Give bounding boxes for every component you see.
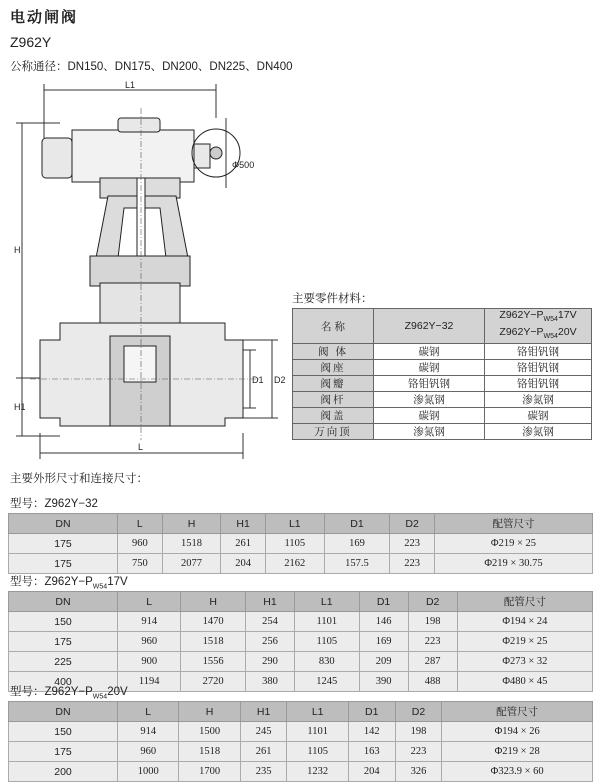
materials-header-name: 名 称 xyxy=(293,309,374,344)
dimensions-header-cell: H xyxy=(179,702,240,722)
materials-row xyxy=(293,344,592,360)
dimensions-header-cell: L1 xyxy=(295,592,360,612)
dimensions-header-cell: L xyxy=(118,514,163,534)
dimension-cell: 223 xyxy=(395,742,442,762)
dimension-cell: 1101 xyxy=(287,722,348,742)
dimension-cell: 914 xyxy=(118,722,179,742)
dimensions-header-cell: DN xyxy=(9,514,118,534)
dimension-cell: 223 xyxy=(408,632,457,652)
material-value: 铬钼钒钢 xyxy=(374,376,485,392)
dimensions-table xyxy=(8,513,593,574)
dimensions-header-cell: H1 xyxy=(221,514,266,534)
dimension-cell: Φ219 × 25 xyxy=(434,534,592,554)
dimension-cell: 914 xyxy=(118,612,181,632)
type-label-a: 型号：Z962Y−P xyxy=(10,576,93,588)
type-label-b: 20V xyxy=(107,686,128,698)
table-row xyxy=(9,762,593,782)
dimension-cell: 1556 xyxy=(181,652,246,672)
label-D2: D2 xyxy=(274,375,286,385)
label-H1: H1 xyxy=(14,402,26,412)
materials-row xyxy=(293,392,592,408)
dimensions-header-cell: L1 xyxy=(287,702,348,722)
dimensions-header-cell: H xyxy=(181,592,246,612)
dimension-cell: 146 xyxy=(359,612,408,632)
dimension-cell: 261 xyxy=(221,534,266,554)
dimension-cell: 235 xyxy=(240,762,287,782)
hdr-l2b: W54 xyxy=(543,333,558,341)
table-row xyxy=(9,554,593,574)
dimension-cell: 326 xyxy=(395,762,442,782)
dimensions-header-cell: 配管尺寸 xyxy=(434,514,592,534)
dimensions-header-cell: DN xyxy=(9,592,118,612)
material-value: 碳钢 xyxy=(374,360,485,376)
materials-row xyxy=(293,376,592,392)
type-label: 型号：$Z962Y-P_{W54}17V$ xyxy=(10,576,128,591)
material-part-name: 万向顶 xyxy=(293,424,374,440)
dimension-cell: 1518 xyxy=(181,632,246,652)
material-value: 碳钢 xyxy=(374,344,485,360)
dimension-cell: 400 xyxy=(9,672,118,692)
label-L: L xyxy=(138,442,144,452)
hdr-l2c: 20V xyxy=(557,326,577,339)
dimension-cell: 163 xyxy=(348,742,395,762)
dimensions-header-cell: DN xyxy=(9,702,118,722)
dimension-cell: 261 xyxy=(240,742,287,762)
hdr-l2a: Z962Y−P xyxy=(499,326,544,339)
materials-header-pw54 xyxy=(485,309,592,344)
label-D1: D1 xyxy=(252,375,264,385)
dimension-cell: 390 xyxy=(359,672,408,692)
dimension-cell: 1470 xyxy=(181,612,246,632)
dimension-cell: 1700 xyxy=(179,762,240,782)
dimension-cell: Φ480 × 45 xyxy=(457,672,592,692)
dimension-cell: 1232 xyxy=(287,762,348,782)
dimension-cell: 223 xyxy=(390,534,435,554)
dimension-cell: 200 xyxy=(9,762,118,782)
material-value: 渗氮钢 xyxy=(485,424,592,440)
dimensions-header-row xyxy=(9,702,593,722)
dimensions-header-cell: H1 xyxy=(240,702,287,722)
dimension-cell: 830 xyxy=(295,652,360,672)
dimension-cell: 157.5 xyxy=(324,554,390,574)
dimension-cell: 142 xyxy=(348,722,395,742)
material-value: 铬钼钒钢 xyxy=(485,376,592,392)
dimension-cell: 380 xyxy=(245,672,294,692)
dimension-cell: Φ219 × 28 xyxy=(442,742,593,762)
dimensions-header-row xyxy=(9,514,593,534)
materials-row xyxy=(293,424,592,440)
dimension-cell: Φ219 × 30.75 xyxy=(434,554,592,574)
dimension-cell: 150 xyxy=(9,722,118,742)
dimension-cell: 245 xyxy=(240,722,287,742)
hdr-l1b: W54 xyxy=(543,316,558,324)
dimension-cell: 750 xyxy=(118,554,163,574)
page-title: 电动闸阀 xyxy=(10,9,79,26)
dimension-cell: Φ273 × 32 xyxy=(457,652,592,672)
valve-drawing xyxy=(0,78,290,463)
material-part-name: 阀 体 xyxy=(293,344,374,360)
dimension-cell: 290 xyxy=(245,652,294,672)
dimensions-table xyxy=(8,701,593,782)
materials-row xyxy=(293,408,592,424)
dimension-cell: 175 xyxy=(9,742,118,762)
materials-row xyxy=(293,360,592,376)
dimension-cell: 2077 xyxy=(162,554,221,574)
dimension-cell: 2162 xyxy=(265,554,324,574)
material-part-name: 阀杆 xyxy=(293,392,374,408)
dimensions-table xyxy=(8,591,593,692)
dimension-cell: Φ219 × 25 xyxy=(457,632,592,652)
dimensions-header-cell: H xyxy=(162,514,221,534)
dimension-cell: 198 xyxy=(408,612,457,632)
dimension-cell: 287 xyxy=(408,652,457,672)
dimension-cell: 1105 xyxy=(287,742,348,762)
label-phi500: Φ500 xyxy=(232,160,255,170)
dimensions-header-cell: D2 xyxy=(395,702,442,722)
dimension-cell: 1518 xyxy=(162,534,221,554)
nominal-diameters: 公称通径：DN150、DN175、DN200、DN225、DN400 xyxy=(10,61,293,73)
dimensions-header-cell: 配管尺寸 xyxy=(457,592,592,612)
hdr-l1a: Z962Y−P xyxy=(499,309,544,321)
dimensions-header-cell: L xyxy=(118,592,181,612)
dimension-cell: 2720 xyxy=(181,672,246,692)
materials-header-row xyxy=(293,309,592,344)
table-row xyxy=(9,632,593,652)
dimension-cell: Φ323.9 × 60 xyxy=(442,762,593,782)
dimension-cell: 960 xyxy=(118,742,179,762)
dimensions-header-cell: D1 xyxy=(348,702,395,722)
material-part-name: 阀瓣 xyxy=(293,376,374,392)
material-value: 渗氮钢 xyxy=(374,424,485,440)
hdr-l1c: 17V xyxy=(557,309,577,321)
dimensions-header-cell: D1 xyxy=(324,514,390,534)
dimension-cell: 1518 xyxy=(179,742,240,762)
dimension-cell: 960 xyxy=(118,534,163,554)
dimensions-header-cell: D2 xyxy=(390,514,435,534)
dimension-cell: Φ194 × 26 xyxy=(442,722,593,742)
dimension-cell: 960 xyxy=(118,632,181,652)
dimension-cell: 1500 xyxy=(179,722,240,742)
label-L1: L1 xyxy=(125,80,136,90)
model-number: Z962Y xyxy=(10,34,52,50)
label-H: H xyxy=(14,245,21,255)
material-value: 碳钢 xyxy=(374,408,485,424)
material-value: 铬钼钒钢 xyxy=(485,360,592,376)
dimensions-header-cell: L1 xyxy=(265,514,324,534)
dimensions-header-cell: D2 xyxy=(408,592,457,612)
type-label-a: 型号：Z962Y−P xyxy=(10,686,93,698)
materials-header-z962y32: Z962Y−32 xyxy=(374,309,485,344)
dimension-cell: 198 xyxy=(395,722,442,742)
dimensions-title: 主要外形尺寸和连接尺寸： xyxy=(10,473,148,485)
table-row xyxy=(9,652,593,672)
material-part-name: 阀座 xyxy=(293,360,374,376)
dimension-cell: 256 xyxy=(245,632,294,652)
dimensions-header-cell: L xyxy=(118,702,179,722)
dimension-cell: 488 xyxy=(408,672,457,692)
dimensions-header-row xyxy=(9,592,593,612)
dimension-cell: 1105 xyxy=(295,632,360,652)
dimension-cell: 150 xyxy=(9,612,118,632)
dimension-cell: 175 xyxy=(9,534,118,554)
dimensions-header-cell: D1 xyxy=(359,592,408,612)
dimension-cell: 209 xyxy=(359,652,408,672)
dimension-cell: 1245 xyxy=(295,672,360,692)
dimension-cell: 1194 xyxy=(118,672,181,692)
dimension-cell: 169 xyxy=(324,534,390,554)
dimension-cell: 1101 xyxy=(295,612,360,632)
type-label-b: 17V xyxy=(107,576,128,588)
table-row xyxy=(9,742,593,762)
dimension-cell: 254 xyxy=(245,612,294,632)
table-row xyxy=(9,534,593,554)
material-part-name: 阀盖 xyxy=(293,408,374,424)
material-value: 碳钢 xyxy=(485,408,592,424)
dimension-cell: 225 xyxy=(9,652,118,672)
dimension-cell: 1000 xyxy=(118,762,179,782)
dimensions-header-cell: H1 xyxy=(245,592,294,612)
material-value: 渗氮钢 xyxy=(374,392,485,408)
table-row xyxy=(9,722,593,742)
dimension-cell: 223 xyxy=(390,554,435,574)
dimension-cell: 204 xyxy=(348,762,395,782)
dimension-cell: 169 xyxy=(359,632,408,652)
dimensions-header-cell: 配管尺寸 xyxy=(442,702,593,722)
dimension-cell: 175 xyxy=(9,632,118,652)
dimension-cell: 900 xyxy=(118,652,181,672)
type-label: 型号：$Z962Y-P_{W54}20V$ xyxy=(10,686,128,701)
dimension-cell: Φ194 × 24 xyxy=(457,612,592,632)
type-label: 型号：Z962Y−32 xyxy=(10,498,98,510)
dimension-cell: 175 xyxy=(9,554,118,574)
dimension-cell: 1105 xyxy=(265,534,324,554)
dimension-cell: 204 xyxy=(221,554,266,574)
material-value: 铬钼钒钢 xyxy=(485,344,592,360)
materials-title: 主要零件材料： xyxy=(292,293,373,305)
table-row xyxy=(9,612,593,632)
materials-table xyxy=(292,308,592,440)
material-value: 渗氮钢 xyxy=(485,392,592,408)
